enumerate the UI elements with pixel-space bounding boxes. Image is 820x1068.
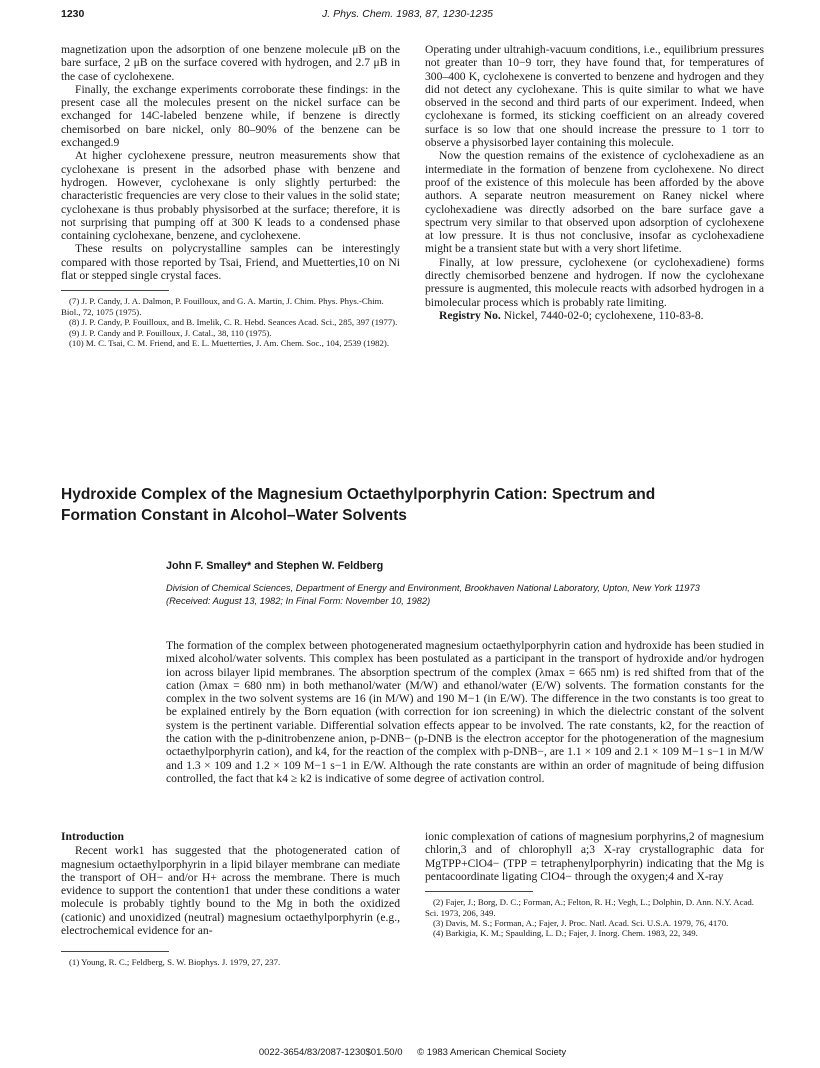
copyright: © 1983 American Chemical Society bbox=[417, 1047, 567, 1058]
paragraph: Now the question remains of the existence of cyclohexadiene as an intermediate in the formation of benzene from cyclohexene. No direct proof of the existence of this molecule has been afforded by the above authors. A separate neutron measurement on Raney nickel where cyclohexadiene was directly adsorbed on the bare surface gave a spectrum very similar to that observed upon adsorption of cyclohexene at low pressure. It is thus not conclusive, insofar as cyclohexadiene might be a transient state but with a very short lifetime. bbox=[425, 149, 764, 256]
paragraph: magnetization upon the adsorption of one benzene molecule μB on the bare surface, 2 μB on the surface covered with hydrogen, and 2.7 μB in the case of cyclohexene. bbox=[61, 43, 400, 83]
section-heading: Introduction bbox=[61, 830, 124, 843]
reference-list bbox=[61, 296, 400, 348]
reference-item: (4) Barkigia, K. M.; Spaulding, L. D.; Fajer, J. Inorg. Chem. 1983, 22, 349. bbox=[433, 928, 698, 939]
registry-label: Registry No. bbox=[439, 308, 501, 322]
journal-citation: J. Phys. Chem. 1983, 87, 1230-1235 bbox=[321, 8, 494, 20]
footnote-divider bbox=[61, 951, 169, 952]
registry-line bbox=[425, 309, 764, 322]
prev-article-column-right bbox=[425, 43, 764, 322]
intro-column-right bbox=[425, 830, 764, 939]
paragraph: ionic complexation of cations of magnesium porphyrins,2 of magnesium chlorin,3 and of chlorophyll a;3 X-ray crystallographic data for MgTPP+ClO4− (TPP = tetraphenylporphyrin) indicating that the Mg is pentacoordinate ligating ClO4− through the oxygen;4 and X-ray bbox=[425, 830, 764, 883]
paragraph: At higher cyclohexene pressure, neutron measurements show that cyclohexane is present in the adsorbed phase with benzene and hydrogen. However, cyclohexane is only slightly perturbed: the characteristic frequencies are very close to their values in the solid state; cyclohexane is thus probably physisorbed at the surface; therefore, it is not surprising that pumping off at 300 K leads to a condensed phase containing cyclohexane, benzene, and cyclohexene. bbox=[61, 149, 400, 243]
reference-item: (7) J. P. Candy, J. A. Dalmon, P. Fouilloux, and G. A. Martin, J. Chim. Phys. Phys.-Chim. Biol., 72, 1075 (1975). bbox=[61, 296, 384, 317]
paragraph: Finally, the exchange experiments corroborate these findings: in the present case all the molecules present on the nickel surface can be exchanged for 14C-labeled benzene while, if benzene is directly chemisorbed on bare nickel, only 80–90% of the benzene can be exchanged.9 bbox=[61, 82, 400, 150]
article-title bbox=[61, 484, 761, 526]
author-list: John F. Smalley* and Stephen W. Feldberg bbox=[166, 560, 384, 572]
paragraph: These results on polycrystalline samples can be interestingly compared with those reported by Tsai, Friend, and Muetterties,10 on Ni flat or stepped single crystal faces. bbox=[61, 242, 400, 283]
article-code: 0022-3654/83/2087-1230$01.50/0 bbox=[258, 1047, 403, 1058]
page-footer bbox=[61, 1047, 764, 1058]
received-dates: (Received: August 13, 1982; In Final Form: November 10, 1982) bbox=[166, 596, 431, 606]
reference-item: (2) Fajer, J.; Borg, D. C.; Forman, A.; Felton, R. H.; Vegh, L.; Dolphin, D. Ann. N.Y. Acad. Sci. 1973, 206, 349. bbox=[425, 897, 754, 918]
affiliation-block bbox=[166, 582, 766, 608]
footnote-divider bbox=[425, 891, 533, 892]
registry-text: Nickel, 7440-02-0; cyclohexene, 110-83-8. bbox=[500, 308, 704, 322]
running-header bbox=[61, 8, 754, 24]
reference-item: (3) Davis, M. S.; Forman, A.; Fajer, J. Proc. Natl. Acad. Sci. U.S.A. 1979, 76, 4170. bbox=[433, 918, 729, 928]
paragraph: Operating under ultrahigh-vacuum conditions, i.e., equilibrium pressures not greater than 10−9 torr, they have found that, for temperatures of 300–400 K, cyclohexene is converted to benzene and hydrogen and they did not detect any cyclohexane. This is quite similar to what we have observed in the second and third parts of our experiment. Indeed, when cyclohexane is formed, its sticking coefficient on an already covered surface is so low that one should increase the pressure to 1 torr to observe a physisorbed layer containing this molecule. bbox=[425, 43, 764, 150]
reference-item: (9) J. P. Candy and P. Fouilloux, J. Catal., 38, 110 (1975). bbox=[69, 327, 272, 338]
intro-column-left bbox=[61, 830, 400, 968]
footnote-divider bbox=[61, 290, 169, 291]
reference-list bbox=[425, 897, 764, 939]
abstract: The formation of the complex between photogenerated magnesium octaethylporphyrin cation and hydroxide has been studied in mixed alcohol/water solvents. This complex has been postulated as a participant in the transport of hydroxide and/or hydrogen ion across bilayer lipid membranes. The absorption spectrum of the complex (λmax = 665 nm) is red shifted from that of the cation (λmax = 680 nm) in both methanol/water (M/W) and ethanol/water (E/W) solvents. The formation constants for the complex in the two solvent systems are 16 (in M/W) and 190 M−1 (in E/W). The difference in the two constants is too great to be explained entirely by the Born equation (with correction for ion screening) in which the dielectric constant of the solvent system is the pertinent variable. Differential solvation effects appear to be involved. The rate constants, k2, for the reaction of the cation with the p-dinitrobenzene anion, p-DNB− (p-DNB is the electron acceptor for the photogeneration of the magnesium octaethylporphyrin cation), and k4, for the reaction of the complex with p-DNB−, are 1.1 × 109 and 2.1 × 109 M−1 s−1 in M/W and 1.3 × 109 and 1.2 × 109 M−1 s−1 in E/W. Although the rate constants are within an order of magnitude of being diffusion controlled, the fact that k4 ≥ k2 is indicative of some degree of activation control. bbox=[166, 639, 764, 785]
reference-item: (10) M. C. Tsai, C. M. Friend, and E. L. Muetterties, J. Am. Chem. Soc., 104, 2539 (1982). bbox=[69, 337, 390, 348]
prev-article-column-left bbox=[61, 43, 400, 348]
reference-item: (1) Young, R. C.; Feldberg, S. W. Biophys. J. 1979, 27, 237. bbox=[69, 957, 281, 968]
affiliation: Division of Chemical Sciences, Department of Energy and Environment, Brookhaven National Laboratory, Upton, New York 11973 bbox=[166, 583, 700, 593]
title-line: Formation Constant in Alcohol–Water Solvents bbox=[61, 507, 407, 524]
reference-item: (8) J. P. Candy, P. Fouilloux, and B. Imelik, C. R. Hebd. Seances Acad. Sci., 285, 397 (1977). bbox=[69, 317, 398, 328]
reference-list bbox=[61, 957, 400, 967]
paragraph: Recent work1 has suggested that the photogenerated cation of magnesium octaethylporphyrin in a lipid bilayer membrane can mediate the transport of OH− and/or H+ across the membrane. There is much evidence to support the contention1 that under these conditions a water molecule is probably tightly bound to the Mg in both the oxidized (cationic) and unoxidized (neutral) magnesium octaethylporphyrin (e.g., electrochemical evidence for an- bbox=[61, 844, 400, 938]
page-number: 1230 bbox=[61, 8, 85, 20]
paragraph: Finally, at low pressure, cyclohexene (or cyclohexadiene) forms directly chemisorbed benzene and hydrogen. If now the cyclohexane pressure is augmented, this molecule reacts with adsorbed hydrogen in a bimolecular process which is probably rate limiting. bbox=[425, 255, 764, 309]
title-line: Hydroxide Complex of the Magnesium Octaethylporphyrin Cation: Spectrum and bbox=[61, 486, 656, 503]
